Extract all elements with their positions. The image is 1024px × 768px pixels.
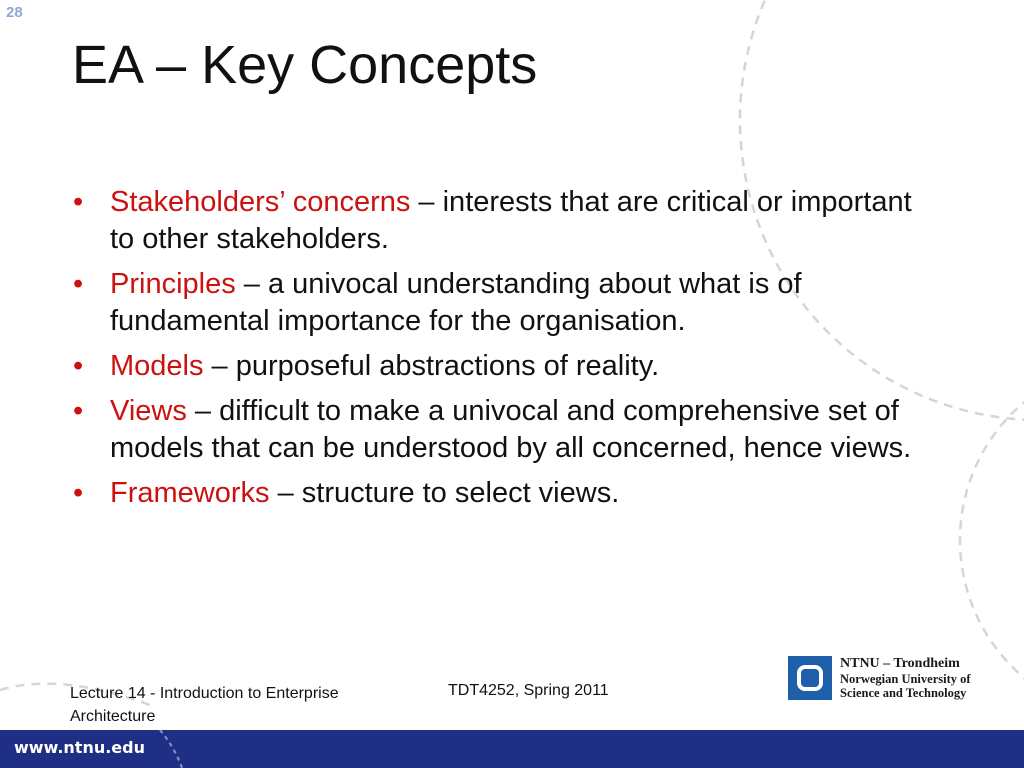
bullet-marker: • [73, 477, 84, 509]
slide-title: EA – Key Concepts [72, 35, 538, 95]
bottom-bar [0, 730, 1024, 768]
logo-name: NTNU – Trondheim [840, 656, 960, 671]
bullet-item [70, 348, 930, 385]
bullet-text: – difficult to make a univocal and comprehensive set of models that can be understood by all concerned, hence views. [110, 395, 912, 464]
bullet-term: Stakeholders’ concerns [110, 186, 411, 218]
bullet-text: – structure to select views. [269, 477, 620, 509]
bullet-marker: • [73, 186, 84, 218]
bullet-marker: • [73, 350, 84, 382]
bullet-text: – a univocal understanding about what is of fundamental importance for the organisation. [110, 268, 802, 337]
bullet-term: Models [110, 350, 204, 382]
website-url: www.ntnu.edu [14, 738, 145, 757]
bullet-item [70, 184, 930, 258]
bullet-item [70, 266, 930, 340]
ntnu-logo-text [840, 655, 971, 700]
bullet-item [70, 475, 930, 512]
footer-course: TDT4252, Spring 2011 [448, 682, 609, 699]
logo-subtitle-2: Science and Technology [840, 686, 967, 700]
logo-subtitle-1: Norwegian University of [840, 672, 971, 686]
bullet-term: Views [110, 395, 187, 427]
bar-decoration [0, 730, 1024, 768]
bullet-marker: • [73, 268, 84, 300]
footer-lecture: Lecture 14 - Introduction to Enterprise Architecture [70, 685, 339, 725]
bullet-item [70, 393, 930, 467]
ntnu-logo-icon [788, 656, 832, 700]
bullet-term: Principles [110, 268, 236, 300]
bullet-term: Frameworks [110, 477, 270, 509]
bullet-marker: • [73, 395, 84, 427]
bullet-list [70, 184, 930, 520]
slide-number: 28 [6, 4, 23, 21]
bullet-text: – purposeful abstractions of reality. [203, 350, 660, 382]
bullet-text: – interests that are critical or important to other stakeholders. [110, 186, 912, 255]
